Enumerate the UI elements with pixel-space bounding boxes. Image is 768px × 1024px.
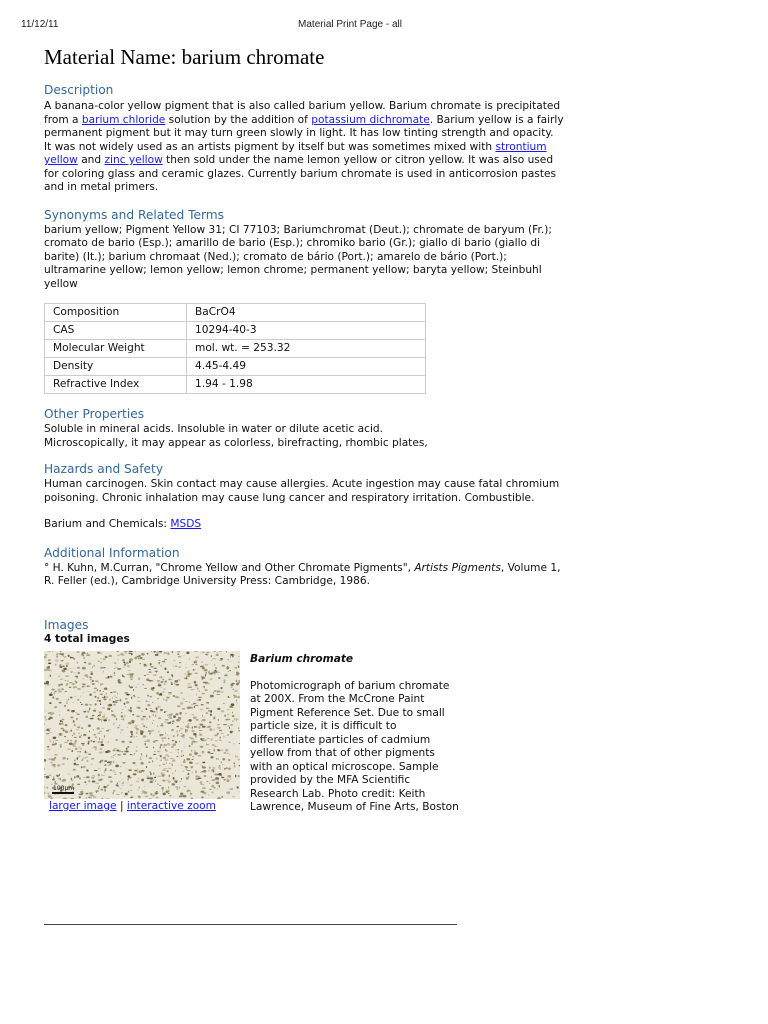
- synonyms-heading: Synonyms and Related Terms: [44, 207, 225, 222]
- material-title: Material Name: barium chromate: [44, 45, 325, 69]
- property-value: mol. wt. = 253.32: [187, 340, 426, 358]
- image-caption: [250, 653, 460, 815]
- caption-title: Barium chromate: [250, 653, 354, 665]
- print-page-title: Material Print Page - all: [298, 19, 402, 30]
- larger-image-link[interactable]: larger image: [49, 800, 117, 812]
- image-links: larger image | interactive zoom: [49, 800, 216, 812]
- image-entry: [44, 651, 564, 841]
- properties-table: [44, 303, 426, 394]
- print-date: 11/12/11: [21, 19, 59, 30]
- property-row: [45, 358, 426, 376]
- hazards-heading: Hazards and Safety: [44, 462, 164, 476]
- property-row: [45, 304, 426, 322]
- property-label: Molecular Weight: [45, 340, 187, 358]
- hazards-text: Human carcinogen. Skin contact may cause allergies. Acute ingestion may cause fatal chromium poisoning. Chronic inhalation may cause lung cancer and respiratory irritation. Combustible.: [44, 478, 560, 504]
- msds-link[interactable]: MSDS: [170, 518, 202, 530]
- property-label: Refractive Index: [45, 376, 187, 394]
- material-page: [44, 44, 564, 841]
- property-value: 10294-40-3: [187, 322, 426, 340]
- photomicrograph-graphic: [44, 651, 240, 799]
- synonyms-text: barium yellow; Pigment Yellow 31; CI 77103; Bariumchromat (Deut.); chromate de baryum (Fr.); cromato de bario (Esp.); amarillo de bario (Esp.); chromiko bario (Gr.); giallo di bario (giallo di barite) (It.); barium chromaat (Ned.); cromato de bário (Port.); amarelo de bário (Port.); ultramarine yellow; lemon yellow; lemon chrome; permanent yellow; baryta yellow; Steinbuhl yellow: [44, 223, 552, 290]
- property-row: [45, 322, 426, 340]
- property-label: Composition: [45, 304, 187, 322]
- reference-text: ° H. Kuhn, M.Curran, "Chrome Yellow and Other Chromate Pigments", Artists Pigments, Volume 1, R. Feller (ed.), Cambridge University Press: Cambridge, 1986.: [44, 561, 561, 587]
- bottom-divider: [44, 924, 457, 925]
- photomicrograph-image[interactable]: [44, 651, 240, 799]
- property-value: BaCrO4: [187, 304, 426, 322]
- potassium-dichromate-link[interactable]: potassium dichromate: [311, 113, 430, 126]
- caption-text: Photomicrograph of barium chromate at 200X. From the McCrone Paint Pigment Reference Set. Due to small particle size, it is difficult to differentiate particles of cadmium yellow from that of other pigments with an optical microscope. Sample provided by the MFA Scientific Research Lab. Photo credit: Keith Lawrence, Museum of Fine Arts, Boston: [250, 679, 459, 813]
- description-text: A banana-color yellow pigment that is also called barium yellow. Barium chromate is precipitated from a barium chloride solution by the addition of potassium dichromate. Barium yellow is a fairly permanent pigment but it may turn green slowly in light. It has low tinting strength and opacity. It was not widely used as an artists pigment by itself but was sometimes mixed with strontium yellow and zinc yellow then sold under the name lemon yellow or citron yellow. It was also used for coloring glass and ceramic glazes. Currently barium chromate is used in anticorrosion pastes and in metal primers.: [44, 100, 564, 193]
- property-row: [45, 340, 426, 358]
- interactive-zoom-link[interactable]: interactive zoom: [126, 800, 216, 812]
- images-heading: Images: [44, 617, 89, 632]
- property-row: [45, 376, 426, 394]
- additional-info-heading: Additional Information: [44, 545, 180, 560]
- strontium-yellow-link[interactable]: strontium yellow: [44, 140, 547, 166]
- scale-bar-label: 100µm: [53, 785, 75, 792]
- image-count: 4 total images: [44, 632, 130, 645]
- barium-chloride-link[interactable]: barium chloride: [81, 113, 166, 126]
- property-label: CAS: [45, 322, 187, 340]
- other-properties-line-2: Microscopically, it may appear as colorless, birefracting, rhombic plates,: [44, 436, 428, 449]
- property-label: Density: [45, 358, 187, 376]
- zinc-yellow-link[interactable]: zinc yellow: [104, 154, 163, 166]
- property-value: 4.45-4.49: [187, 358, 426, 376]
- property-value: 1.94 - 1.98: [187, 376, 426, 394]
- other-properties-line-1: Soluble in mineral acids. Insoluble in water or dilute acetic acid.: [44, 423, 383, 435]
- other-properties-heading: Other Properties: [44, 407, 145, 421]
- msds-line: Barium and Chemicals: MSDS: [44, 518, 202, 530]
- description-heading: Description: [44, 83, 114, 97]
- scale-bar: [52, 792, 74, 794]
